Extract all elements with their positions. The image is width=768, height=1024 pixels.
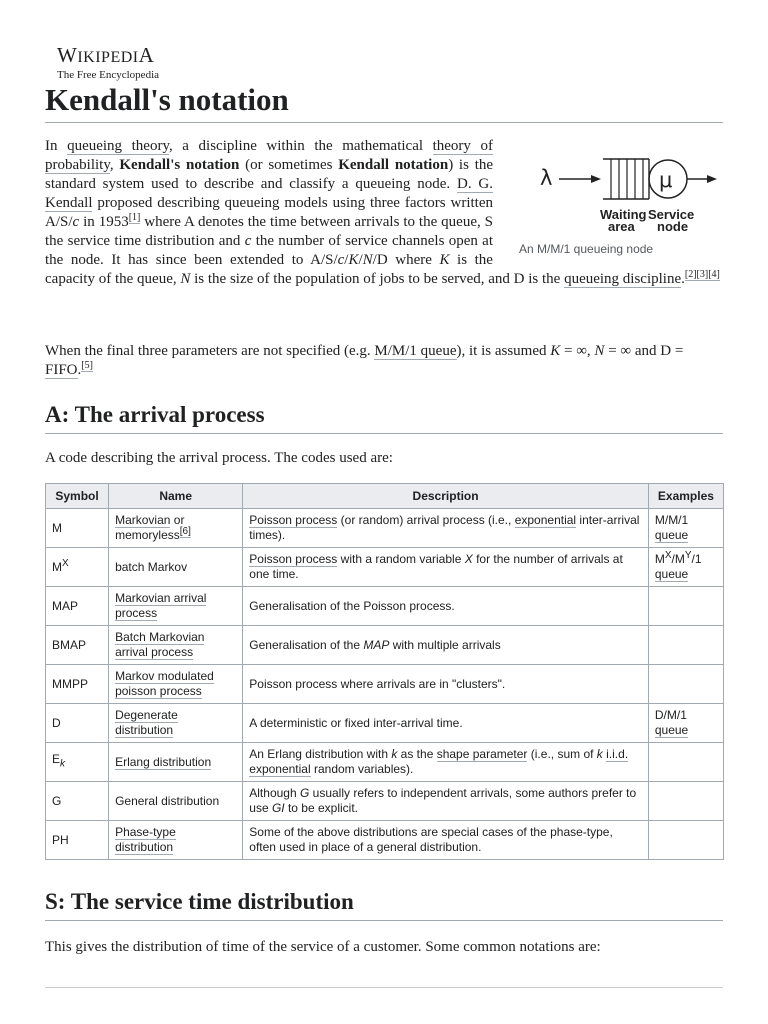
table-row [46, 626, 724, 665]
cell-examples: D/M/1 queue [648, 704, 723, 743]
ref-4[interactable]: [4] [708, 269, 720, 280]
section-heading-service: S: The service time distribution [45, 887, 723, 921]
cell-examples [648, 782, 723, 821]
cell-symbol: D [46, 704, 109, 743]
link-shape-parameter[interactable]: shape parameter [436, 747, 528, 761]
link-mm1-queue[interactable]: M/M/1 queue [374, 343, 457, 359]
link-markovian[interactable]: Markovian [115, 513, 171, 527]
cell-description: Poisson process where arrivals are in "clusters". [243, 665, 649, 704]
cell-symbol: BMAP [46, 626, 109, 665]
link-dg-kendall[interactable]: D. G. Kendall [45, 176, 493, 211]
service-intro: This gives the distribution of time of the service of a customer. Some common notations are: [45, 939, 601, 955]
cell-symbol: $E_k$ [46, 743, 109, 782]
link-iid[interactable]: i.i.d. [606, 747, 629, 761]
svg-text:Service: Service [648, 207, 695, 222]
cell-symbol: $M^X$ [46, 548, 109, 587]
cell-examples: $M^X/M^Y/1$ queue [648, 548, 723, 587]
lambda-label: λ [540, 166, 553, 190]
ref-6[interactable]: [6] [179, 526, 191, 537]
header-symbol: Symbol [46, 484, 109, 509]
table-row [46, 665, 724, 704]
cell-examples [648, 743, 723, 782]
header-description: Description [243, 484, 649, 509]
header-name: Name [109, 484, 243, 509]
cell-symbol: G [46, 782, 109, 821]
defaults-paragraph: When the final three parameters are not specified (e.g. M/M/1 queue), it is assumed K = ∞, N = ∞ and D = FIFO.[5] [45, 343, 684, 378]
mu-label: μ [659, 168, 673, 192]
cell-symbol: PH [46, 821, 109, 860]
link-exponential[interactable]: exponential [249, 762, 311, 776]
cell-description: Some of the above distributions are special cases of the phase-type, often used in place of a general distribution. [243, 821, 649, 860]
table-row [46, 587, 724, 626]
cell-description: Generalisation of the MAP with multiple arrivals [243, 626, 649, 665]
link-queueing-theory[interactable]: queueing theory [67, 138, 169, 154]
cell-symbol: MAP [46, 587, 109, 626]
cell-name: Markovian or memoryless[6] [109, 509, 243, 548]
cell-examples: M/M/1 queue [648, 509, 723, 548]
ref-1[interactable]: [1] [128, 212, 141, 223]
divider [45, 987, 723, 988]
table-row [46, 704, 724, 743]
cell-description: A deterministic or fixed inter-arrival time. [243, 704, 649, 743]
cell-name: batch Markov [109, 548, 243, 587]
wordmark-title: WIKIPEDIA [57, 43, 155, 67]
cell-symbol: M [46, 509, 109, 548]
link-poisson-process[interactable]: Poisson process [249, 513, 338, 527]
cell-name [109, 626, 243, 665]
cell-examples [648, 821, 723, 860]
link-fifo[interactable]: FIFO [45, 362, 78, 378]
link-poisson-process[interactable]: Poisson process [249, 552, 338, 566]
mm1-queue-diagram [507, 137, 723, 237]
cell-description: Poisson process (or random) arrival process (i.e., exponential inter-arrival times). [243, 509, 649, 548]
link-markov-modulated-poisson-process[interactable]: Markov modulated poisson process [115, 669, 214, 698]
link-theory-of-probability[interactable]: theory of probability [45, 138, 493, 173]
arrival-intro: A code describing the arrival process. The codes used are: [45, 450, 393, 466]
wikipedia-logo[interactable] [57, 44, 159, 82]
cell-name [109, 587, 243, 626]
section-heading-arrival: A: The arrival process [45, 400, 723, 434]
ref-3[interactable]: [3] [696, 269, 709, 280]
link-exponential[interactable]: exponential [514, 513, 577, 527]
cell-examples [648, 626, 723, 665]
link-degenerate-distribution[interactable]: Degenerate distribution [115, 708, 178, 737]
link-queueing-discipline[interactable]: queueing discipline [564, 271, 682, 287]
link-erlang-distribution[interactable]: Erlang distribution [115, 754, 212, 769]
cell-description: Although G usually refers to independent arrivals, some authors prefer to use GI to be explicit. [243, 782, 649, 821]
cell-examples [648, 587, 723, 626]
table-row [46, 782, 724, 821]
link-batch-markovian-arrival-process[interactable]: Batch Markovian arrival process [115, 630, 205, 659]
cell-description: An Erlang distribution with k as the shape parameter (i.e., sum of k i.i.d. exponential random variables). [243, 743, 649, 782]
link-queue[interactable]: queue [654, 528, 689, 542]
figure-caption: An M/M/1 queueing node [519, 242, 654, 256]
cell-name: General distribution [109, 782, 243, 821]
header-examples: Examples [648, 484, 723, 509]
ref-5[interactable]: [5] [81, 360, 93, 371]
svg-text:Waiting: Waiting [600, 207, 647, 222]
table-row [46, 743, 724, 782]
page-title: Kendall's notation [45, 80, 723, 123]
cell-name [109, 704, 243, 743]
arrival-codes-table [45, 483, 724, 860]
svg-text:area: area [608, 219, 635, 234]
cell-name [109, 743, 243, 782]
svg-text:node: node [657, 219, 689, 234]
link-phase-type-distribution[interactable]: Phase-type distribution [115, 825, 176, 854]
wordmark-subtitle: The Free Encyclopedia [57, 69, 160, 81]
cell-name [109, 821, 243, 860]
ref-2[interactable]: [2] [684, 269, 697, 280]
cell-symbol: MMPP [46, 665, 109, 704]
intro-paragraph: λ μ Waiting area Service node An M/M/1 queueing node In queueing theory, a discipline within the mathematical theory of probability, Kendall's notation (or sometimes Kendall notation) is the standard system used to describe and classify a queueing node. D. G. Kendall proposed describing queueing models using three factors written A/S/c in 1953[1] where A denotes the time between arrivals to the queue, S the service time distribution and c the number of service channels open at the node. It has since been extended to A/S/c/K/N/D where K is the capacity of the queue, N is the size of the population of jobs to be served, and D is the queueing discipline.[2][3][4] [45, 137, 723, 289]
queueing-node-figure[interactable] [507, 137, 723, 267]
cell-description: Generalisation of the Poisson process. [243, 587, 649, 626]
link-queue[interactable]: queue [654, 723, 689, 737]
cell-name [109, 665, 243, 704]
table-row [46, 821, 724, 860]
link-queue[interactable]: queue [654, 567, 689, 581]
cell-description: Poisson process with a random variable X for the number of arrivals at one time. [243, 548, 649, 587]
table-header-row [46, 484, 724, 509]
cell-examples [648, 665, 723, 704]
table-row [46, 548, 724, 587]
link-markovian-arrival-process[interactable]: Markovian arrival process [115, 591, 207, 620]
table-row [46, 509, 724, 548]
